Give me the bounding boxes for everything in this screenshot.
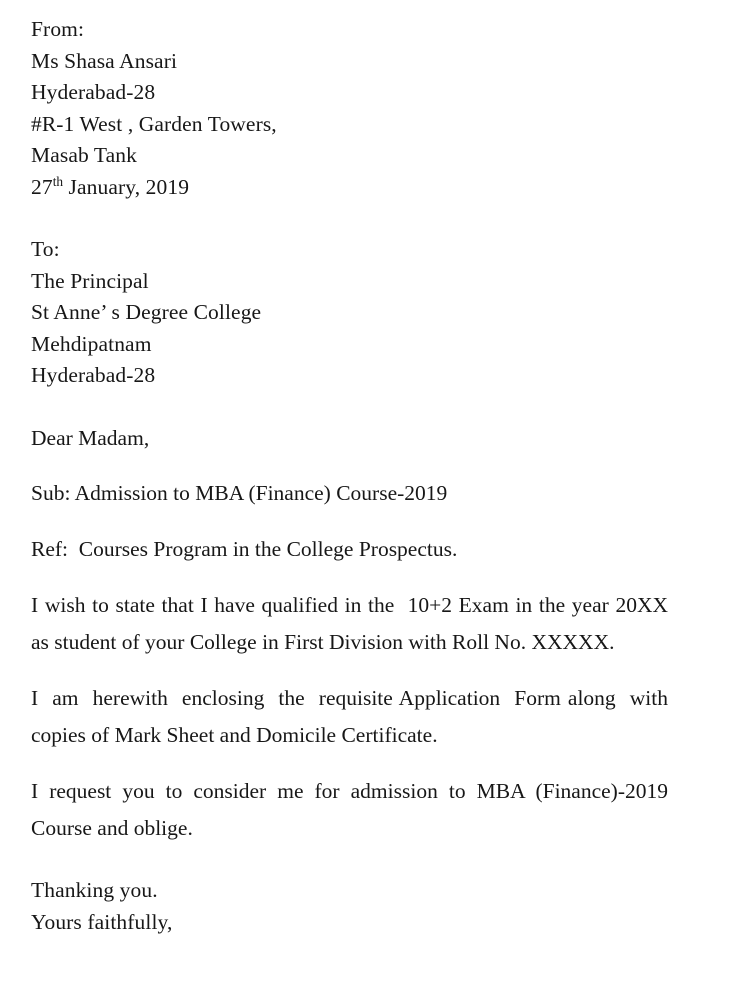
sender-street: #R-1 West , Garden Towers, — [31, 111, 277, 136]
signoff-line: Yours faithfully, — [31, 909, 173, 934]
thanking-line: Thanking you. — [31, 878, 158, 902]
paragraph-line: I wish to state that I have qualified in the 10+2 Exam in the year 20XX — [31, 593, 668, 617]
spacer-sender-recipient — [31, 203, 668, 234]
body-paragraph-enclosures — [31, 680, 668, 754]
date-ordinal-suffix: th — [52, 173, 64, 189]
date-day: 27 — [31, 174, 53, 199]
paragraph-line: as student of your College in First Division with Roll No. XXXXX. — [31, 630, 615, 654]
recipient-designation: The Principal — [31, 268, 149, 293]
body-paragraph-request — [31, 773, 668, 847]
paragraph-line: Course and oblige. — [31, 816, 193, 840]
sender-city: Hyderabad-28 — [31, 80, 156, 104]
recipient-locality: Mehdipatnam — [31, 331, 152, 356]
recipient-address-block — [31, 234, 668, 392]
paragraph-line: copies of Mark Sheet and Domicile Certificate. — [31, 723, 438, 747]
letter-date — [31, 172, 668, 204]
salutation: Dear Madam, — [31, 425, 150, 450]
sender-locality: Masab Tank — [31, 143, 137, 167]
recipient-city: Hyderabad-28 — [31, 363, 156, 387]
sender-address-block — [31, 14, 668, 203]
paragraph-line: I request you to consider me for admission to MBA (Finance)-2019 — [31, 779, 668, 803]
recipient-institution: St Anne’ s Degree College — [31, 300, 262, 324]
subject-line: Sub: Admission to MBA (Finance) Course-2019 — [31, 481, 448, 505]
to-label: To: — [31, 237, 60, 261]
reference-line: Ref: Courses Program in the College Prospectus. — [31, 536, 458, 561]
date-rest: January, 2019 — [63, 174, 190, 199]
from-label: From: — [31, 17, 85, 41]
paragraph-line: I am herewith enclosing the requisite Application Form along with — [31, 686, 668, 710]
body-paragraph-qualification — [31, 587, 668, 661]
closing-block — [31, 875, 668, 938]
sender-name: Ms Shasa Ansari — [31, 48, 178, 73]
